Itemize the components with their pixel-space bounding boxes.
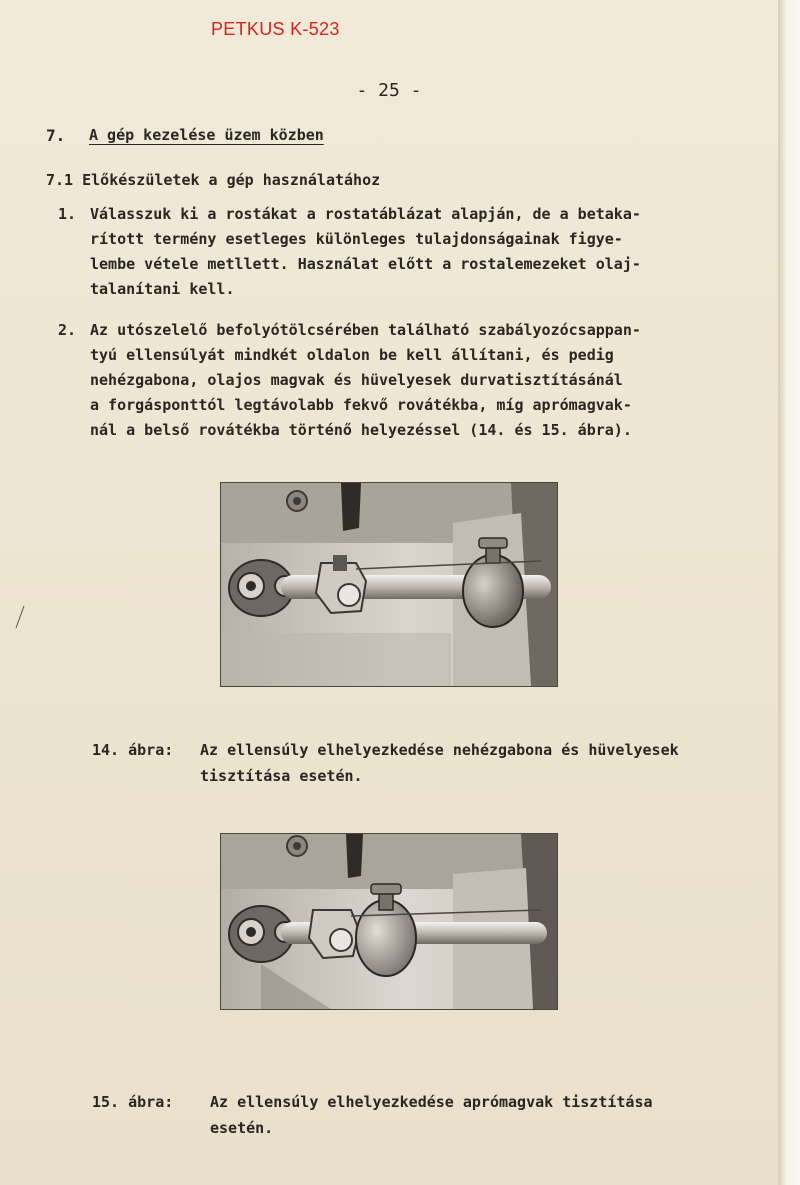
caption-label: 15. ábra: <box>92 1093 174 1111</box>
list-item-line: a forgásponttól legtávolabb fekvő rovátékba, míg aprómagvak- <box>90 396 632 414</box>
list-item-line: Az utószelelő befolyótölcsérében található szabályozócsappan- <box>90 321 641 339</box>
list-item-line: nehézgabona, olajos magvak és hüvelyesek durvatisztításánál <box>90 371 623 389</box>
section-number: 7. <box>46 126 66 145</box>
list-item-line: talanítani kell. <box>90 280 235 298</box>
subsection-title: 7.1 Előkészületek a gép használatához <box>46 171 381 189</box>
list-item-line: Válasszuk ki a rostákat a rostatáblázat alapján, de a betaka- <box>90 205 641 223</box>
stray-pen-mark <box>14 604 26 630</box>
page-number: - 25 - <box>356 80 422 101</box>
caption-line: Az ellensúly elhelyezkedése nehézgabona és hüvelyesek <box>200 741 679 759</box>
caption-label: 14. ábra: <box>92 741 174 759</box>
list-item <box>58 202 758 302</box>
document-label: PETKUS K-523 <box>211 19 340 39</box>
list-item <box>58 318 758 443</box>
figure-15-photo <box>220 833 558 1010</box>
figure-15-caption <box>92 1090 772 1144</box>
figure-14-caption <box>92 738 772 792</box>
list-item-number: 2. <box>58 321 77 339</box>
list-item-number: 1. <box>58 205 77 223</box>
section-title: A gép kezelése üzem közben <box>89 126 324 144</box>
caption-line: Az ellensúly elhelyezkedése aprómagvak tisztítása <box>210 1093 653 1111</box>
page-edge <box>778 0 800 1185</box>
caption-line: esetén. <box>210 1119 274 1137</box>
list-item-line: lembe vétele metllett. Használat előtt a rostalemezeket olaj- <box>90 255 641 273</box>
list-item-line: nál a belső rovátékba történő helyezéssel (14. és 15. ábra). <box>90 421 632 439</box>
caption-line: tisztítása esetén. <box>200 767 363 785</box>
list-item-line: tyú ellensúlyát mindkét oldalon be kell állítani, és pedig <box>90 346 614 364</box>
list-item-line: rított termény esetleges különleges tulajdonságainak figye- <box>90 230 623 248</box>
figure-14-photo <box>220 482 558 687</box>
